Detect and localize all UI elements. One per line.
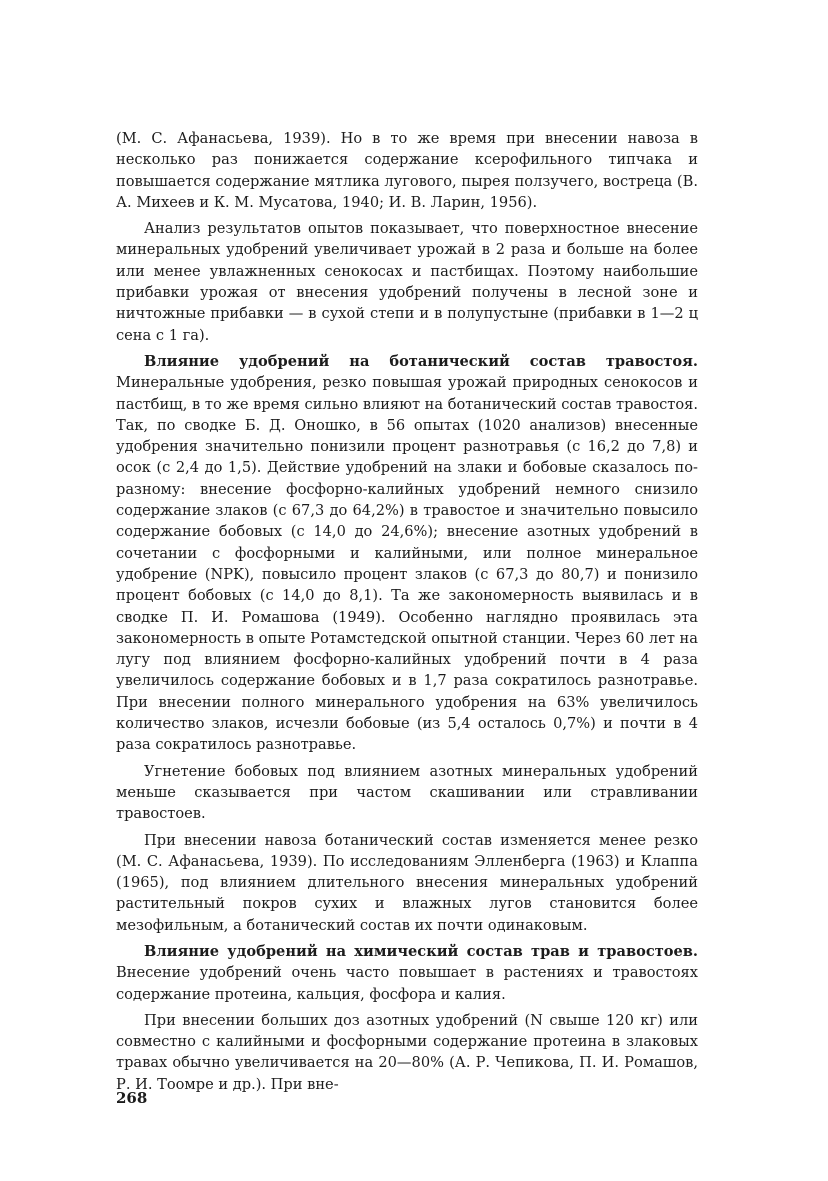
paragraph-6 xyxy=(116,941,698,1005)
section-heading-botanical: Влияние удобрений на ботанический состав травостоя. xyxy=(144,352,698,370)
paragraph-7 xyxy=(116,1010,698,1095)
paragraph-4-text: Угнетение бобовых под влиянием азотных минеральных удобрений меньше сказывается при частом скашивании или стравливании травостоев. xyxy=(116,762,698,823)
page-number: 268 xyxy=(116,1089,148,1107)
paragraph-6-text: Внесение удобрений очень часто повышает в растениях и травостоях содержание протеина, кальция, фосфора и калия. xyxy=(116,964,698,1003)
paragraph-4 xyxy=(116,761,698,825)
paragraph-2 xyxy=(116,218,698,346)
paragraph-5 xyxy=(116,830,698,936)
page-body xyxy=(116,128,698,1100)
paragraph-2-text: Анализ результатов опытов показывает, что поверхностное внесение минеральных удобрений увеличивает урожай в 2 раза и больше на более или менее увлажненных сенокосах и пастбищах. Поэтому наибольшие прибавки урожая от внесения удобрений получены в лесной зоне и ничтожные прибавки — в сухой степи и в полупустыне (прибавки в 1—2 ц сена с 1 га). xyxy=(116,220,698,344)
paragraph-3 xyxy=(116,351,698,756)
paragraph-7-text: При внесении больших доз азотных удобрений (N свыше 120 кг) или совместно с калийными и фосфорными содержание протеина в злаковых травах обычно увеличивается на 20—80% (А. Р. Чепикова, П. И. Ромашов, Р. И. Тоомре и др.). При вне- xyxy=(116,1011,698,1093)
section-heading-chemical: Влияние удобрений на химический состав трав и травостоев. xyxy=(144,942,698,960)
paragraph-1-text: (М. С. Афанасьева, 1939). Но в то же время при внесении навоза в несколько раз понижается содержание ксерофильного типчака и повышается содержание мятлика лугового, пырея ползучего, востреца (В. А. Михеев и К. М. Мусатова, 1940; И. В. Ларин, 1956). xyxy=(116,130,698,211)
paragraph-5-text: При внесении навоза ботанический состав изменяется менее резко (М. С. Афанасьева, 1939). По исследованиям Элленберга (1963) и Клаппа (1965), под влиянием длительного внесения минеральных удобрений растительный покров сухих и влажных лугов становится более мезофильным, а ботанический состав их почти одинаковым. xyxy=(116,831,698,934)
paragraph-1 xyxy=(116,128,698,213)
paragraph-3-text: Минеральные удобрения, резко повышая урожай природных сенокосов и пастбищ, в то же время сильно влияют на ботанический состав травостоя. Так, по сводке Б. Д. Оношко, в 56 опытах (1020 анализов) внесенные удобрения значительно понизили процент разнотравья (с 16,2 до 7,8) и осок (с 2,4 до 1,5). Действие удобрений на злаки и бобовые сказалось по-разному: внесение фосфорно-калийных удобрений немного снизило содержание злаков (с 67,3 до 64,2%) в травостое и значительно повысило содержание бобовых (с 14,0 до 24,6%); внесение азотных удобрений в сочетании с фосфорными и калийными, или полное минеральное удобрение (NPK), повысило процент злаков (с 67,3 до 80,7) и понизило процент бобовых (с 14,0 до 8,1). Та же закономерность выявилась и в сводке П. И. Ромашова (1949). Особенно наглядно проявилась эта закономерность в опыте Ротамстедской опытной станции. Через 60 лет на лугу под влиянием фосфорно-калийных удобрений почти в 4 раза увеличилось содержание бобовых и в 1,7 раза сократилось разнотравье. При внесении полного минерального удобрения на 63% увеличилось количество злаков, исчезли бобовые (из 5,4 осталось 0,7%) и почти в 4 раза сократилось разнотравье. xyxy=(116,374,698,754)
